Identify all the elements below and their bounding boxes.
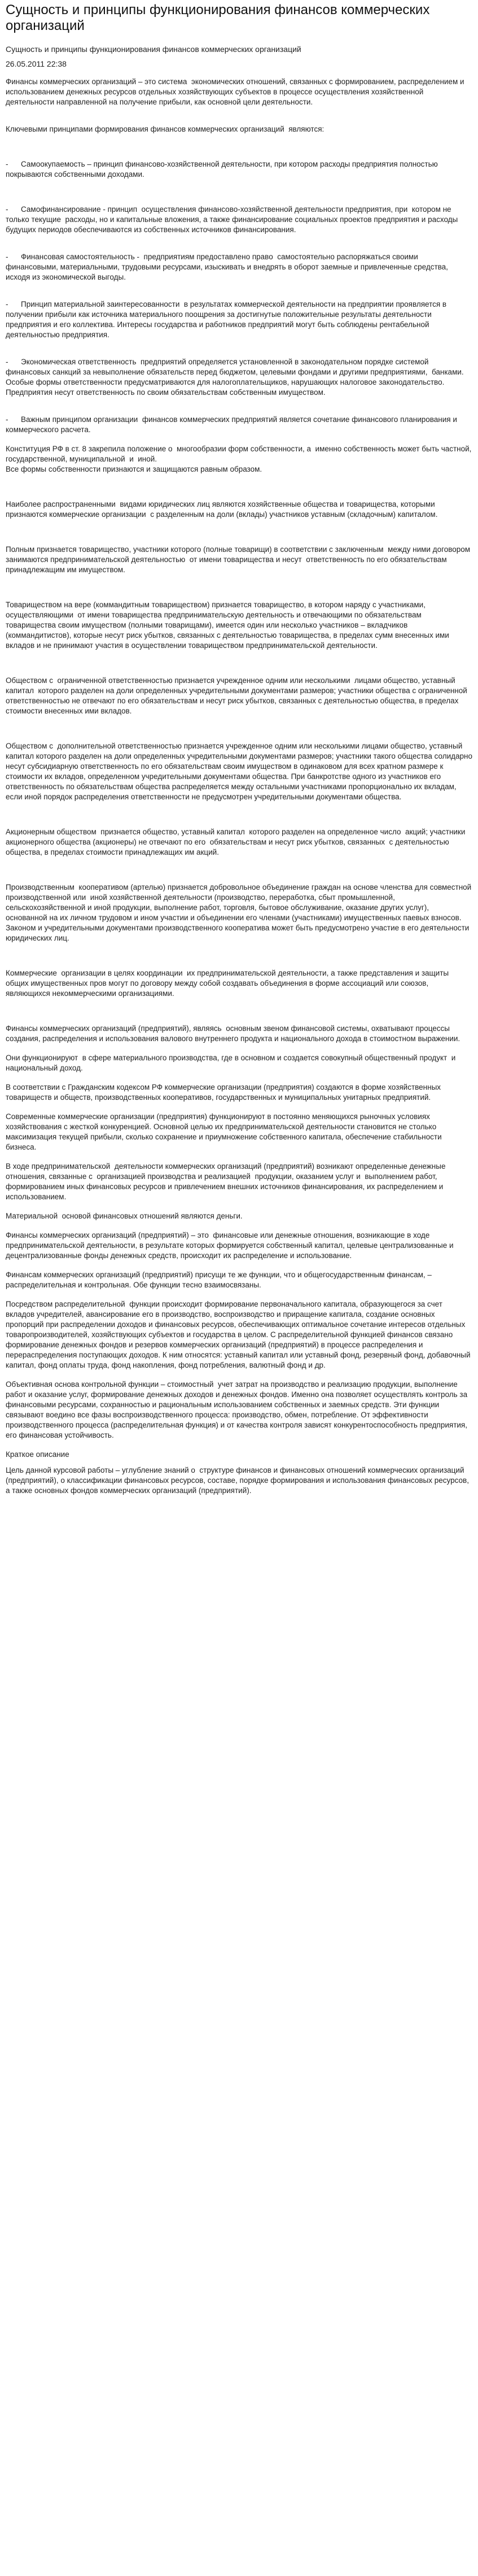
- paragraph: Финансам коммерческих организаций (предприятий) присущи те же функции, что и общегосударственным финансам, – распределительная и контрольная. Обе функции тесно взаимосвязаны.: [6, 1270, 434, 1289]
- principle-item: - Самофинансирование - принцип осуществления финансово-хозяйственной деятельности предприятия, при котором не только текущие расходы, но и капитальные вложения, а также финансирование социальных проектов предприятия и расходы будущих периодов обеспечиваются из собственных источников финансирования.: [6, 205, 461, 234]
- principle-item: - Принцип материальной заинтересованности в результатах коммерческой деятельности на предприятии проявляется в получении прибыли как источника материального поощрения за достигнутые положительные результаты деятельности предприятия и его коллектива. Интересы государства и работников предприятий могут быть соблюдены рентабельной деятельностью предприятия.: [6, 300, 449, 339]
- paragraph: Акционерным обществом признается общество, уставный капитал которого разделен на определенное число акций; участники акционерного общества (акционеры) не отвечают по его обязательствам и несут риск убытков, связанных с деятельностью общества, в пределах стоимости принадлежащих им акций.: [6, 828, 468, 856]
- paragraph: Посредством распределительной функции происходит формирование первоначального капитала, образующегося за счет вкладов учредителей, авансирование его в производство, воспроизводство и приращение капитала, создание основных пропорций при распределении доходов и финансовых ресурсов, обеспечивающих оптимальное сочетание интересов отдельных товаропроизводителей, хозяйствующих субъектов и государства в целом. С распределительной функцией финансов связано формирование денежных фондов и резервов коммерческих организаций (предприятий) в процессе распределения и перераспределения поступающих доходов. К ним относятся: уставный капитал или уставный фонд, резервный фонд, добавочный капитал, фонд оплаты труда, фонд накопления, фонд потребления, валютный фонд и др.: [6, 1300, 473, 1369]
- paragraph: Товариществом на вере (коммандитным товариществом) признается товарищество, в котором наряду с участниками, осуществляющими от имени товарищества предпринимательскую деятельность и отвечающими по обязательствам товарищества своим имуществом (полными товарищами), имеется один или несколько участников – вкладчиков (коммандитистов), которые несут риск убытков, связанных с деятельностью товарищества, в пределах сумм внесенных ими вкладов и не принимают участия в осуществлении товариществом предпринимательской деятельности.: [6, 601, 451, 650]
- paragraph: В ходе предпринимательской деятельности коммерческих организаций (предприятий) возникают определенные денежные отношения, связанные с организацией производства и реализацией продукции, оказанием услуг и выполнением работ, формированием иных финансовых ресурсов и привлечением внешних источников финансирования, их распределением и использованием.: [6, 1162, 448, 1201]
- paragraph: Цель данной курсовой работы – углубление знаний о структуре финансов и финансовых отношений коммерческих организаций (предприятий), о классификации финансовых ресурсов, составе, порядке формирования и использования финансовых ресурсов, а также основных фондов коммерческих организаций (предприятий).: [6, 1466, 471, 1495]
- paragraph: Объективная основа контрольной функции – стоимостный учет затрат на производство и реализацию продукции, выполнение работ и оказание услуг, формирование денежных доходов и денежных фондов. Именно она позволяет осуществлять контроль за финансовыми ресурсами, сохранностью и рациональным использованием собственных и заемных средств. Эти функции связывают воедино все фазы воспроизводственного процесса: производство, обмен, потребление. От эффективности производственного процесса (распределительная функция) и от качества контроля зависят конкурентоспособность предприятия, его финансовая устойчивость.: [6, 1380, 470, 1439]
- page-title: Сущность и принципы функционирования финансов коммерческих организаций: [6, 2, 430, 33]
- paragraph: Коммерческие организации в целях координации их предпринимательской деятельности, а также представления и защиты общих имущественных пров могут по договору между собой создавать объединения в форме ассоциаций или союзов, являющихся некоммерческими организациями.: [6, 969, 451, 998]
- principle-item: - Финансовая самостоятельность - предприятиям предоставлено право самостоятельно распоряжаться своими финансовыми, материальными, трудовыми ресурсами, изыскивать и внедрять в оборот заемные и привлеченные средства, исходя из экономической выгоды.: [6, 253, 450, 281]
- paragraph: Финансы коммерческих организаций – это система экономических отношений, связанных с формированием, распределением и использованием денежных ресурсов отдельных хозяйствующих субъектов в процессе осуществления хозяйственной деятельности направленной на получение прибыли, как основной цели деятельности.: [6, 77, 469, 106]
- article-subtitle: Сущность и принципы функционирования финансов коммерческих организаций: [6, 45, 301, 54]
- paragraph: Полным признается товарищество, участники которого (полные товарищи) в соответствии с заключенным между ними договором занимаются предпринимательской деятельностью от имени товарищества и несут ответственность по его обязательствам принадлежащим им имуществом.: [6, 545, 472, 574]
- paragraph: Они функционируют в сфере материального производства, где в основном и создается совокупный общественный продукт и национальный доход.: [6, 1054, 460, 1072]
- paragraph: В соответствии с Гражданским кодексом РФ коммерческие организации (предприятия) создаются в форме хозяйственных товариществ и обществ, производственных кооперативов, государственных и муниципальных унитарных предприятий.: [6, 1083, 443, 1102]
- paragraph: Ключевыми принципами формирования финансов коммерческих организаций являются:: [6, 125, 324, 133]
- paragraph: Материальной основой финансовых отношений являются деньги.: [6, 1212, 243, 1220]
- section-heading: Краткое описание: [6, 1450, 69, 1459]
- paragraph: Обществом с ограниченной ответственностью признается учрежденное одним или несколькими лицами общество, уставный капитал которого разделен на доли определенных учредительными документами размеров; участники общества с ограниченной ответственностью не отвечают по его обязательствам и несут риск убытков, связанных с деятельностью общества, в пределах стоимости внесенных ими вкладов.: [6, 676, 470, 715]
- paragraph: Производственным кооперативом (артелью) признается добровольное объединение граждан на основе членства для совместной производственной или иной хозяйственной деятельности (производство, переработка, сбыт промышленной, сельскохозяйственной и иной продукции, выполнение работ, торговля, бытовое обслуживание, оказание других услуг), основанной на их личном трудовом и ином участии и объединении его членами (участниками) имущественных паевых взносов. Законом и учредительными документами производственного кооператива может быть предусмотрено участие в его деятельности юридических лиц.: [6, 883, 473, 942]
- paragraph: Обществом с дополнительной ответственностью признается учрежденное одним или несколькими лицами общество, уставный капитал которого разделен на доли определенных учредительными документами размеров; участники такого общества солидарно несут субсидиарную ответственность по его обязательствам своим имуществом в одинаковом для всех кратном размере к стоимости их вкладов, определенном учредительными документами общества. При банкротстве одного из участников его ответственность по обязательствам общества распределяется между остальными участниками пропорционально их вкладам, если иной порядок распределения ответственности не предусмотрен учредительными документами общества.: [6, 742, 475, 801]
- publish-date: 26.05.2011 22:38: [6, 59, 67, 68]
- paragraph: Финансы коммерческих организаций (предприятий) – это финансовые или денежные отношения, возникающие в ходе предпринимательской деятельности, в результате которых формируется собственный капитал, целевые централизованные и децентрализованные фонды денежных средств, происходит их распределение и использование.: [6, 1231, 456, 1260]
- paragraph: Финансы коммерческих организаций (предприятий), являясь основным звеном финансовой системы, охватывают процессы создания, распределения и использования валового внутреннего продукта и национального дохода в стоимостном выражении.: [6, 1024, 461, 1043]
- paragraph: Современные коммерческие организации (предприятия) функционируют в постоянно меняющихся рыночных условиях хозяйствования с жесткой конкуренцией. Основной целью их предпринимательской деятельности становится не столько максимизация текущей прибыли, сколько сохранение и приумножение собственного капитала, обеспечение стабильности бизнеса.: [6, 1112, 444, 1151]
- principle-item: - Важным принципом организации финансов коммерческих предприятий является сочетание финансового планирования и коммерческого расчета.: [6, 415, 459, 434]
- paragraph: Наиболее распространенными видами юридических лиц являются хозяйственные общества и товарищества, которыми признаются коммерческие организации с разделенным на доли (вклады) участников уставным (складочным) капиталом.: [6, 500, 438, 519]
- principle-item: - Экономическая ответственность предприятий определяется установленной в законодательном порядке системой финансовых санкций за невыполнение обязательств перед бюджетом, целевыми фондами и другими предприятиями, банками. Особые формы ответственности предусматриваются для налогоплательщиков, нарушающих налоговое законодательство. Предприятия несут ответственность по своим обязательствам собственным имуществом.: [6, 358, 466, 397]
- paragraph: Конституция РФ в ст. 8 закрепила положение о многообразии форм собственности, а именно собственность может быть частной, государственной, муниципальной и иной. Все формы собственности признаются и защищаются равным образом.: [6, 445, 472, 473]
- principle-item: - Самоокупаемость – принцип финансово-хозяйственной деятельности, при котором расходы предприятия полностью покрываются собственными доходами.: [6, 160, 440, 179]
